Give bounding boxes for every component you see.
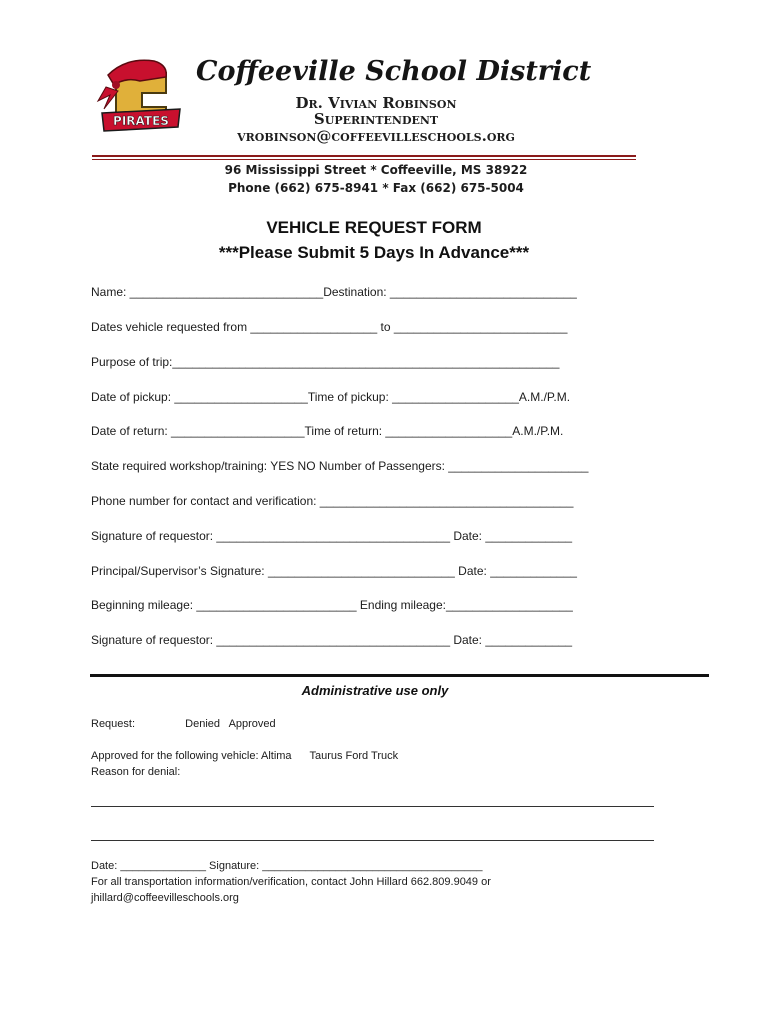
vehicle-label: Approved for the following vehicle: Altima	[91, 750, 292, 762]
field-requestor-signature-2[interactable]: Signature of requestor: ___________________________________ Date: _____________	[91, 633, 573, 647]
vehicle-options[interactable]: Taurus Ford Truck	[309, 750, 399, 762]
request-label: Request:	[91, 718, 136, 730]
superintendent-title: Superintendent	[313, 110, 439, 128]
superintendent-email: vrobinson@coffeevilleschools.org	[237, 127, 515, 145]
header-rule-top	[92, 155, 636, 157]
field-workshop-passengers[interactable]: State required workshop/training: YES NO Number of Passengers: _____________________	[91, 459, 589, 473]
request-options[interactable]: Denied Approved	[185, 718, 276, 730]
contact-email: jhillard@coffeevilleschools.org	[91, 892, 239, 904]
admin-vehicle-row	[91, 750, 398, 762]
contact-info-line-1: For all transportation information/verification, contact John Hillard 662.809.9049 or	[91, 876, 491, 888]
field-dates-requested[interactable]: Dates vehicle requested from ___________________ to __________________________	[91, 320, 568, 334]
field-mileage[interactable]: Beginning mileage: ________________________ Ending mileage:___________________	[91, 598, 573, 612]
admin-date-signature[interactable]: Date: ______________ Signature: ____________________________________	[91, 860, 483, 872]
denial-reason-label: Reason for denial:	[91, 766, 181, 778]
admin-request-row	[91, 718, 276, 730]
field-phone-contact[interactable]: Phone number for contact and verification: ______________________________________	[91, 494, 574, 508]
superintendent-name: Dr. Vivian Robinson	[295, 94, 457, 112]
district-logo	[96, 55, 186, 137]
district-phone-fax: Phone (662) 675-8941 * Fax (662) 675-5004	[228, 181, 524, 195]
logo-text: PIRATES	[113, 114, 169, 128]
district-address: 96 Mississippi Street * Coffeeville, MS 38922	[224, 163, 528, 177]
field-return[interactable]: Date of return: ____________________Time of return: ___________________A.M./P.M.	[91, 424, 564, 438]
field-pickup[interactable]: Date of pickup: ____________________Time of pickup: ___________________A.M./P.M.	[91, 390, 571, 404]
field-purpose[interactable]: Purpose of trip:__________________________________________________________	[91, 355, 560, 369]
field-requestor-signature[interactable]: Signature of requestor: ___________________________________ Date: _____________	[91, 529, 573, 543]
district-name: Coffeeville School District	[196, 56, 592, 87]
header-rule-bottom	[92, 159, 636, 160]
denial-reason-line-2[interactable]	[91, 840, 654, 841]
form-subtitle: ***Please Submit 5 Days In Advance***	[218, 243, 530, 262]
field-supervisor-signature[interactable]: Principal/Supervisor’s Signature: ____________________________ Date: _____________	[91, 564, 577, 578]
admin-section-title: Administrative use only	[301, 683, 449, 698]
admin-divider	[90, 674, 709, 677]
field-name-destination[interactable]: Name: _____________________________Destination: ____________________________	[91, 285, 577, 299]
denial-reason-line-1[interactable]	[91, 806, 654, 807]
form-title: VEHICLE REQUEST FORM	[266, 218, 482, 237]
